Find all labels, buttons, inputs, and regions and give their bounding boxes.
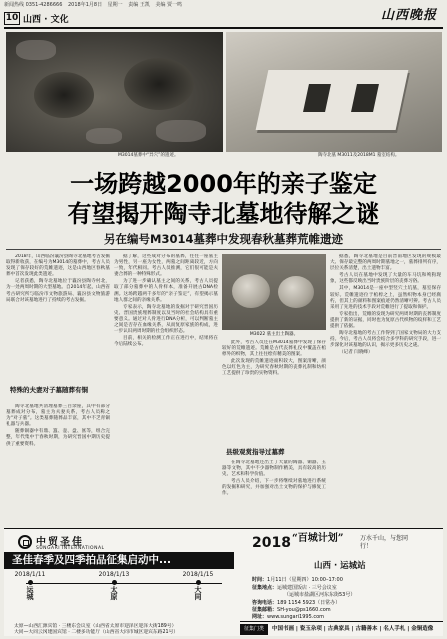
venue-taiyuan: 太原—山西汇源宾馆 · 三楼东会议室（山西省太原市迎泽区迎泽大街189号） — [14, 624, 177, 629]
masthead-meta — [4, 1, 344, 9]
info-website — [252, 614, 324, 621]
info-value: （运城市盐湖区河东东街53号） — [284, 592, 356, 598]
headline-line-1: 一场跨越2000年的亲子鉴定 — [70, 170, 377, 198]
tomb-slab — [256, 70, 409, 130]
info-venue — [252, 585, 337, 592]
designer: 美编 贾一鸣 — [155, 2, 183, 8]
campaign-location: 山西 · 运城站 — [314, 561, 366, 571]
categories-list: 中国书画 | 瓷玉杂项 | 古典家具 | 古籍善本 | 名人手札 | 金铜造像 — [272, 626, 434, 632]
soil-clod — [156, 120, 206, 142]
info-value: SH-you@ps1660.com — [277, 607, 331, 613]
article-column-4 — [330, 254, 441, 524]
stop-date: 2018/1/11 — [14, 571, 46, 578]
subheadline: 另在编号M3014墓葬中发现春秋墓葬荒帷遗迹 — [104, 232, 343, 246]
pottery-caption: M3022 墓主出土陶器。 — [249, 332, 299, 337]
venue-datong: 大同—大同云冈建国宾馆 · 二楼多功能厅（山西省大同市城区迎宾东路21号） — [14, 630, 179, 635]
subheadline-rule — [6, 249, 441, 250]
timeline-stop — [168, 571, 228, 600]
tour-timeline — [14, 571, 234, 623]
paragraph: 陶寺北墓地共清理墓葬三百余座，其中有部分墓葬成对分布，墓主为夫妻关系，考古人员称之为“对子墓”。这类墓葬随葬品丰富，其中不乏青铜礼器与兵器。 — [6, 404, 110, 428]
auction-advertisement — [4, 528, 443, 636]
soil-clod — [16, 40, 56, 60]
stop-date: 2018/1/15 — [182, 571, 214, 578]
company-name-en: SUNGARI INTERNATIONAL — [36, 546, 105, 551]
categories-tag: 征集门类 — [240, 624, 268, 635]
paragraph: 2018年，山西临汾襄汾县陶寺北墓地考古发掘取得新收获，在编号为M3014的墓葬中，考古人员发现了保存较好的荒帷遗迹，这是山西地区春秋墓葬中首次发现此类遗迹。 — [6, 254, 110, 278]
stop-date: 2018/1/13 — [98, 571, 130, 578]
photo-right-caption: 陶寺北墓 M3011及2018M1 墓室结构。 — [318, 153, 400, 158]
info-label: 征集地点： — [252, 585, 278, 591]
article-column-3 — [222, 340, 326, 394]
paragraph: 为了进一步确认墓主之间的关系，考古人员提取了部分墓葬中的人骨样本，准备开展古DNA检测。这场跨越两千多年的“亲子鉴定”，有望揭示墓地人群之间的亲缘关系。 — [114, 279, 218, 303]
paragraph: 考古人员介绍，下一步将继续对墓地进行系统的发掘和研究，并加强对出土文物的保护与修复工作。 — [222, 479, 326, 497]
soil-clod — [86, 128, 122, 144]
stop-city: 大同 — [194, 585, 202, 601]
info-value: 运城建国饭店 · 三号会议室 — [277, 585, 337, 591]
stop-city: 太原 — [110, 585, 118, 601]
page-number: 10 — [5, 12, 19, 23]
company-name: 中贸圣佳 — [36, 537, 84, 548]
paragraph: 其中，M3014是一座中型竖穴土坑墓，墓室保存较好。荒帷遗迹位于棺椁之上，虽然织物本身已经腐朽，但其上的颜料和图案痕迹仍然清晰可辨。考古人员采用了先进的技术手段对荒帷进行了提取和保护。 — [330, 286, 441, 310]
info-label: 咨询电话： — [252, 600, 278, 606]
ad-categories-bar — [240, 621, 443, 635]
pottery-vessel — [232, 274, 270, 308]
article-column-1 — [6, 254, 110, 376]
pottery-photo — [222, 254, 326, 330]
paragraph: 专家指出，荒帷的发现为研究两周时期的丧葬制度提供了新的证据，同时也为复原古代织物的纹样和工艺提供了依据。 — [330, 311, 441, 330]
section-heading-1: 特殊的夫妻对子墓随葬有铜 — [10, 386, 88, 394]
editor: 责编 王凯 — [128, 2, 150, 8]
news-hotline: 新闻热线 0351-4286666 — [4, 2, 63, 8]
headline-line-2: 有望揭开陶寺北墓地待解之谜 — [67, 200, 380, 228]
campaign-year: 2018 — [252, 535, 291, 551]
paragraph: 随葬铜器中有鼎、簋、壶、盘、匜等，组合完整，年代集中于春秋时期，为研究晋国中期历史提供了重要资料。 — [6, 429, 110, 447]
masthead-rule — [4, 27, 443, 29]
paragraph: 目前，相关的检测工作正在进行中，结果将在今后陆续公布。 — [114, 336, 218, 348]
paragraph: 记者获悉，陶寺北墓地位于襄汾县陶寺村北，为一处两周时期的大型墓地。自2014年起，山西省考古研究所与临汾市文物旅游局、襄汾县文物旅游局联合对该墓地进行了持续的考古发掘。 — [6, 279, 110, 303]
paragraph: 据悉，陶寺北墓地是目前晋南地区发现的规模最大、保存最完整的两周时期墓地之一，墓葬排列有序，层位关系清楚，出土遗物丰富。 — [330, 254, 441, 272]
info-email — [252, 607, 331, 614]
issue-date: 2018年1月8日 — [67, 2, 103, 8]
weekday: 星期一 — [107, 2, 123, 8]
paragraph: 专家表示，陶寺北墓地的发掘对于研究晋国历史、晋国贵族埋葬制度以及当时的社会结构具有重要意义。通过对人骨进行DNA分析，可以判断墓主之间是否存在血缘关系，从而复原家族的构成，进一步认识两周时期的社会组织形态。 — [114, 304, 218, 335]
byline: （记者 闫晓峰） — [339, 350, 373, 356]
info-time — [252, 577, 343, 584]
info-label: 时间： — [252, 577, 268, 583]
paragraph: 考古人员在墓地中发现了大量的车马坑和殉狗现象，这些都反映出当时贵族阶层的丧葬习俗。 — [330, 273, 441, 285]
article-column-2 — [114, 254, 218, 524]
pit-shape — [124, 58, 194, 110]
article-column-1b — [6, 404, 110, 524]
info-address — [284, 592, 355, 599]
section-header — [4, 11, 69, 25]
timeline-stop — [0, 571, 60, 600]
article-column-3b — [222, 460, 326, 524]
ad-banner: 圣佳春季及四季拍品征集启动中... — [4, 552, 234, 569]
section-name: 山西 · 文化 — [23, 14, 69, 25]
paragraph: 在陶寺北墓地还出土了大量的陶器、铜器、玉器等文物，其中不少器物制作精美，具有较高的历史、艺术和科学价值。 — [222, 460, 326, 478]
paragraph: 此次发现的荒帷遗迹面积较大，图案清晰，颜色以红色为主，为研究春秋时期的丧葬礼制和纺织工艺提供了珍贵的实物资料。 — [222, 359, 326, 377]
company-logo-icon — [18, 535, 32, 549]
info-phone — [252, 600, 340, 607]
tomb-model-photo-right — [226, 32, 442, 152]
excavation-photo-left — [6, 32, 223, 152]
info-value: 1月11日（星期四）10:00–17:00 — [267, 577, 343, 583]
info-value: 189 1154 5923（日常办） — [277, 600, 341, 606]
campaign-slogan: 万水千山，与您同行！ — [360, 535, 409, 550]
info-label: 征集邮箱： — [252, 607, 278, 613]
timeline-stop — [84, 571, 144, 600]
info-label: 网址： — [252, 614, 268, 620]
photo-left-caption: M3014墓葬中“异穴”的遗迹。 — [118, 153, 179, 158]
pit-shape — [34, 72, 94, 118]
paragraph: 此外，考古人员还在M3014墓葬中发现了保存较好的荒帷遗迹。荒帷是古代丧葬礼仪中覆盖在棺椁外的织物，其上往往绘有精美的图案。 — [222, 340, 326, 358]
pottery-vessel — [278, 276, 314, 308]
paragraph: 陶寺北墓地的考古工作得到了国家文物局的大力支持。今后，考古人员将会结合多学科的研究手段，进一步深化对该墓地的认识，揭示更多历史之谜。 — [330, 331, 441, 349]
stop-city: 运城 — [26, 585, 34, 601]
campaign-name: “百城计划” — [292, 533, 344, 544]
paragraph: 据了解，这些成对分布的墓葬，往往一座墓主为男性，另一座为女性，两墓之间距离较近，方向一致，年代相同。考古人员推测，它们很可能是夫妻合葬的一种特殊形式。 — [114, 254, 218, 278]
info-value: www.sungari1995.com — [267, 614, 325, 620]
paper-logo: 山西晚报 — [380, 8, 437, 23]
section-heading-2: 县级观赏指导过墓葬 — [226, 448, 285, 456]
